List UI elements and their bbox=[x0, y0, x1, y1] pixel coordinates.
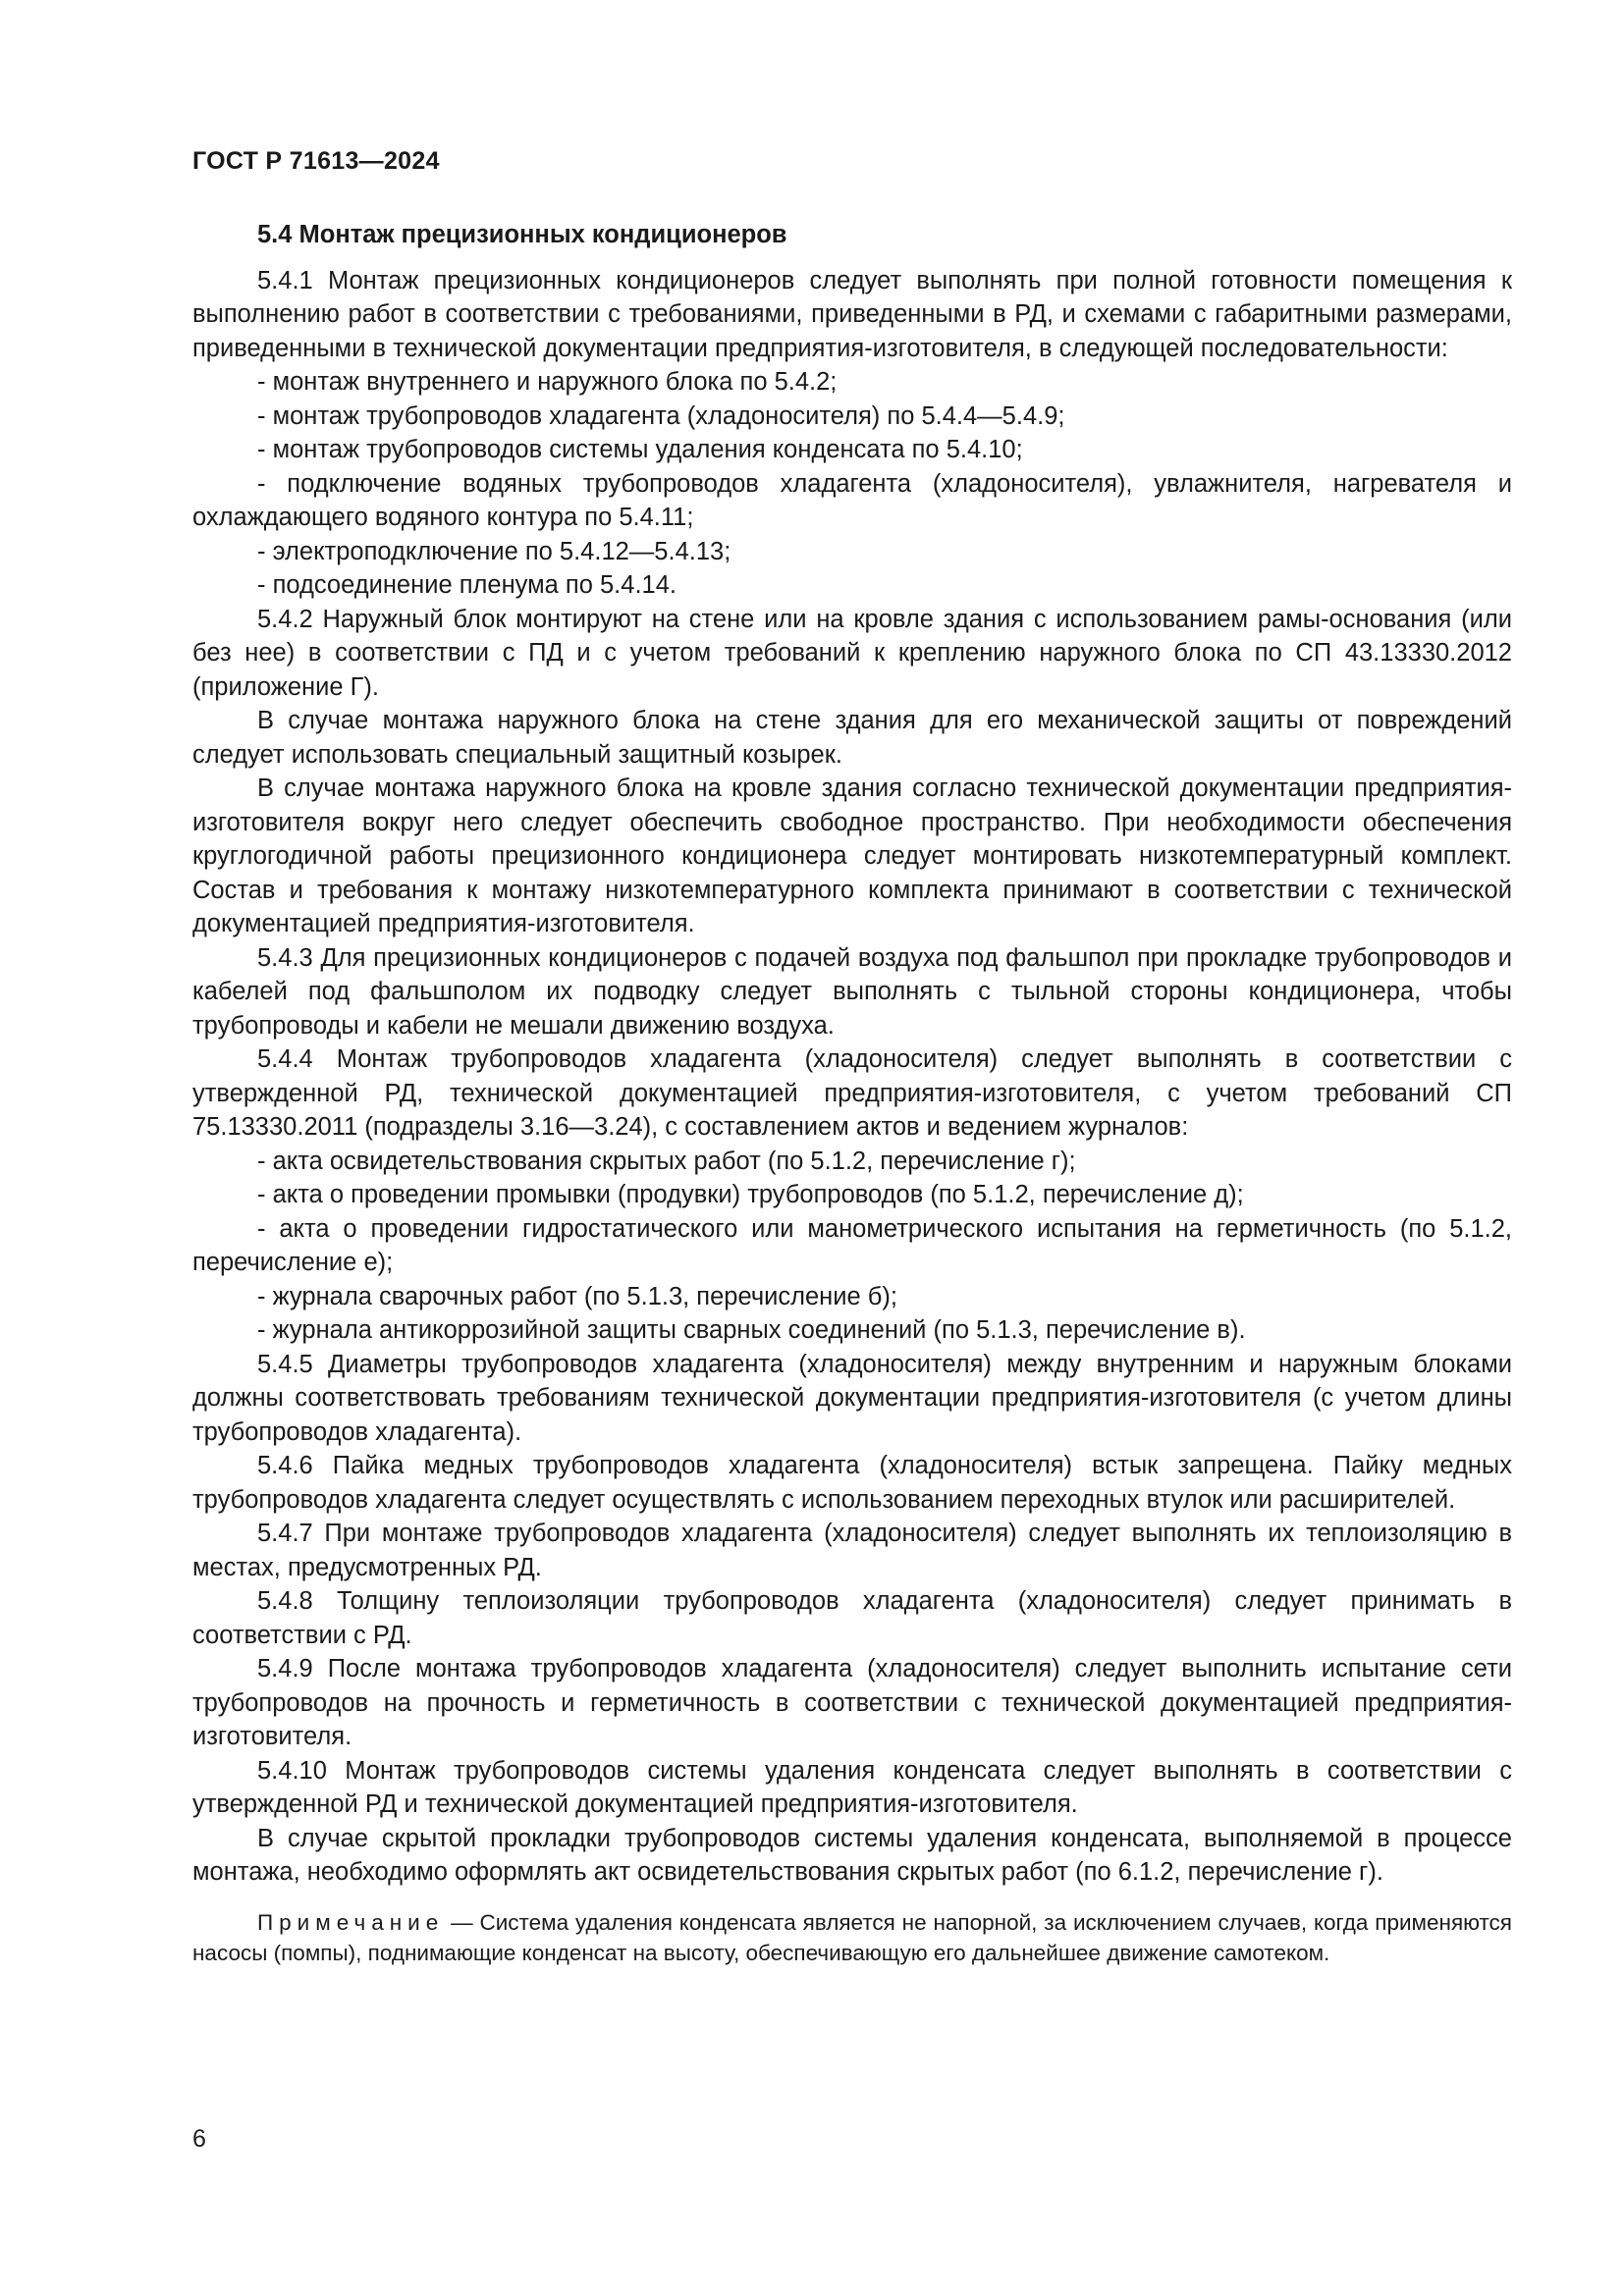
paragraph: В случае монтажа наружного блока на стене здания для его механической защиты от повреждений следует использовать специальный защитный козырек. bbox=[192, 707, 1512, 769]
section-title: 5.4 Монтаж прецизионных кондиционеров bbox=[257, 221, 787, 248]
list-item: - акта о проведении промывки (продувки) трубопроводов (по 5.1.2, перечисление д); bbox=[257, 1181, 1244, 1208]
list-item: - подключение водяных трубопроводов хладагента (хладоносителя), увлажнителя, нагревателя и охлаждающего водяного контура по 5.4.11; bbox=[192, 469, 1512, 531]
page-content bbox=[192, 218, 1512, 1968]
list-item: - монтаж трубопроводов системы удаления конденсата по 5.4.10; bbox=[257, 436, 1023, 463]
paragraph-5-4-10: 5.4.10 Монтаж трубопроводов системы удаления конденсата следует выполнять в соответствии с утвержденной РД и технической документацией предприятия-изготовителя. bbox=[192, 1756, 1512, 1818]
list-item: - журнала сварочных работ (по 5.1.3, перечисление б); bbox=[257, 1282, 897, 1310]
paragraph-5-4-1: 5.4.1 Монтаж прецизионных кондиционеров следует выполнять при полной готовности помещения к выполнению работ в соответствии с требованиями, приведенными в РД, и схемами с габаритными размерами, приведенными в технической документации предприятия-изготовителя, в следующей последовательности: bbox=[192, 266, 1512, 362]
list-item: - монтаж трубопроводов хладагента (хладоносителя) по 5.4.4—5.4.9; bbox=[257, 401, 1065, 430]
list-item: - акта освидетельствования скрытых работ (по 5.1.2, перечисление г); bbox=[257, 1147, 1076, 1175]
list-item: - подсоединение пленума по 5.4.14. bbox=[257, 571, 677, 599]
list-item: - электроподключение по 5.4.12—5.4.13; bbox=[257, 537, 731, 565]
list-item: - журнала антикоррозийной защиты сварных соединений (по 5.1.3, перечисление в). bbox=[257, 1316, 1246, 1344]
page-number: 6 bbox=[192, 2125, 206, 2153]
note bbox=[192, 1907, 1512, 1968]
paragraph-5-4-3: 5.4.3 Для прецизионных кондиционеров с подачей воздуха под фальшпол при прокладке трубопроводов и кабелей под фальшполом их подводку следует выполнять с тыльной стороны кондиционера, чтобы трубопроводы и кабели не мешали движению воздуха. bbox=[192, 943, 1512, 1040]
note-label: Примечание bbox=[257, 1909, 445, 1935]
paragraph: В случае монтажа наружного блока на кровле здания согласно технической документации предприятия-изготовителя вокруг него следует обеспечить свободное пространство. При необходимости обеспечения круглогодичной работы прецизионного кондиционера следует монтировать низкотемпературный комплект. Состав и требования к монтажу низкотемпературного комплекта принимают в соответствии с технической документацией предприятия-изготовителя. bbox=[192, 774, 1512, 937]
paragraph-5-4-6: 5.4.6 Пайка медных трубопроводов хладагента (хладоносителя) встык запрещена. Пайку медных трубопроводов хладагента следует осуществлять с использованием переходных втулок или расширителей. bbox=[192, 1452, 1512, 1514]
list-item: - монтаж внутреннего и наружного блока по 5.4.2; bbox=[257, 368, 838, 396]
paragraph-5-4-9: 5.4.9 После монтажа трубопроводов хладагента (хладоносителя) следует выполнить испытание сети трубопроводов на прочность и герметичность в соответствии с технической документацией предприятия-изготовителя. bbox=[192, 1655, 1512, 1750]
paragraph: В случае скрытой прокладки трубопроводов системы удаления конденсата, выполняемой в процессе монтажа, необходимо оформлять акт освидетельствования скрытых работ (по 6.1.2, перечисление г). bbox=[192, 1824, 1512, 1886]
document-code: ГОСТ Р 71613—2024 bbox=[192, 147, 440, 175]
paragraph-5-4-2: 5.4.2 Наружный блок монтируют на стене или на кровле здания с использованием рамы-основания (или без нее) в соответствии с ПД и с учетом требований к креплению наружного блока по СП 43.13330.2012 (приложение Г). bbox=[192, 605, 1512, 701]
paragraph-5-4-4: 5.4.4 Монтаж трубопроводов хладагента (хладоносителя) следует выполнять в соответствии с утвержденной РД, технической документацией предприятия-изготовителя, с учетом требований СП 75.13330.2011 (подразделы 3.16—3.24), с составлением актов и ведением журналов: bbox=[192, 1045, 1512, 1141]
paragraph-5-4-8: 5.4.8 Толщину теплоизоляции трубопроводов хладагента (хладоносителя) следует принимать в соответствии с РД. bbox=[192, 1587, 1512, 1649]
paragraph-5-4-5: 5.4.5 Диаметры трубопроводов хладагента (хладоносителя) между внутренним и наружным блоками должны соответствовать требованиям технической документации предприятия-изготовителя (с учетом длины трубопроводов хладагента). bbox=[192, 1350, 1512, 1446]
note-text: — Система удаления конденсата является не напорной, за исключением случаев, когда применяются насосы (помпы), поднимающие конденсат на высоту, обеспечивающую его дальнейшее движение самотеком. bbox=[192, 1909, 1512, 1965]
list-item: - акта о проведении гидростатического или манометрического испытания на герметичность (по 5.1.2, перечисление е); bbox=[192, 1214, 1512, 1276]
paragraph-5-4-7: 5.4.7 При монтаже трубопроводов хладагента (хладоносителя) следует выполнять их теплоизоляцию в местах, предусмотренных РД. bbox=[192, 1520, 1512, 1581]
